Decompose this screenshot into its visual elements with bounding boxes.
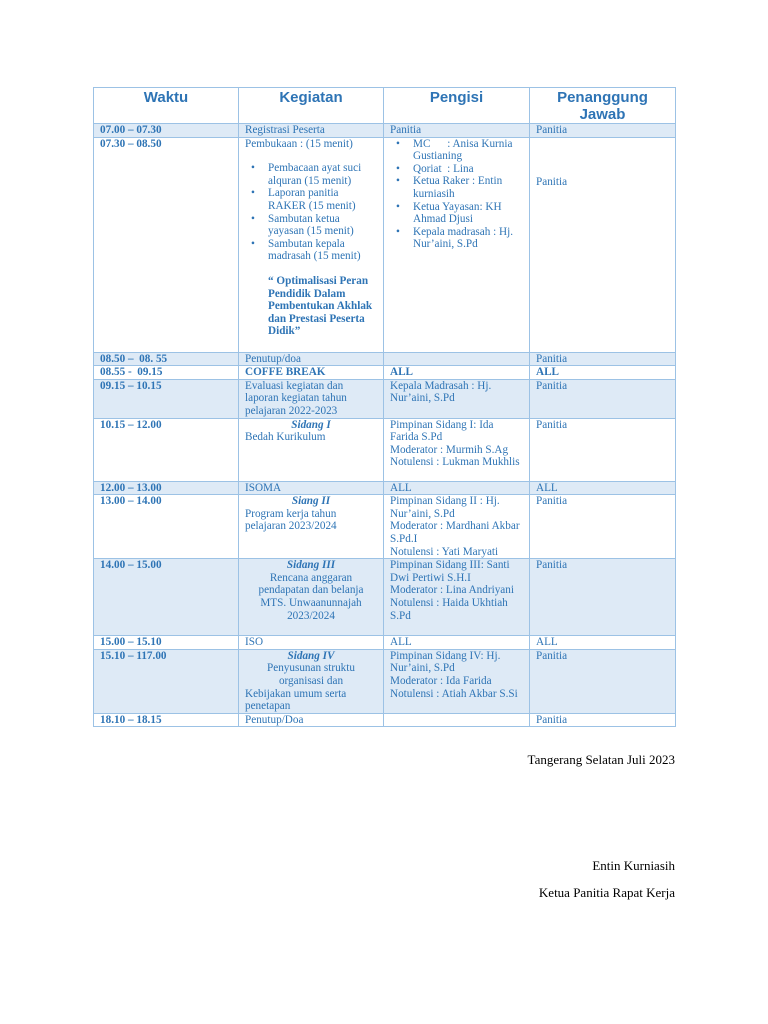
table-row	[94, 713, 676, 727]
row-pengisi	[384, 418, 530, 481]
header-kegiatan: Kegiatan	[239, 88, 384, 124]
list-item: • Qoriat : Lina	[413, 163, 523, 176]
session-chair: Pimpinan Sidang IV: Hj. Nur’aini, S.Pd	[390, 649, 501, 675]
session-notulensi: Notulensi : Atiah Akbar S.Si	[390, 687, 518, 700]
row-pj: Panitia	[530, 379, 676, 418]
session-topic: Penyusunan struktu organisasi dan	[267, 662, 355, 687]
session-moderator: Moderator : Mardhani Akbar S.Pd.I	[390, 520, 520, 545]
row-time: 12.00 – 13.00	[94, 481, 239, 495]
list-item: • MC : Anisa Kurnia Gustianing	[413, 138, 523, 163]
session-title: Sidang I	[291, 418, 331, 431]
row-kegiatan: Penutup/Doa	[239, 713, 384, 727]
row-pj: ALL	[530, 636, 676, 650]
row-pengisi: ALL	[384, 636, 530, 650]
row-time: 13.00 – 14.00	[94, 495, 239, 559]
list-item: • Ketua Raker : Entin kurniasih	[413, 175, 523, 200]
row-pengisi: ALL	[384, 366, 530, 380]
header-penanggung-jawab: Penanggung Jawab	[530, 88, 676, 124]
row-pj: Panitia	[530, 713, 676, 727]
table-header-row	[94, 88, 676, 124]
session-moderator: Moderator : Murmih S.Ag	[390, 443, 509, 456]
row-pj: ALL	[530, 366, 676, 380]
table-row	[94, 366, 676, 380]
session-chair: Pimpinan Sidang III: Santi Dwi Pertiwi S.H.I	[390, 559, 510, 584]
table-row	[94, 352, 676, 366]
row-pengisi: Panitia	[384, 124, 530, 138]
table-row	[94, 495, 676, 559]
row-time: 14.00 – 15.00	[94, 559, 239, 636]
session-topic-continued: Kebijakan umum serta penetapan	[245, 687, 347, 713]
row-pengisi	[384, 137, 530, 352]
session-topic: Rencana anggaran pendapatan dan belanja MTS. Unwaanunnajah 2023/2024	[258, 571, 364, 622]
row-pj: Panitia	[530, 559, 676, 636]
row-kegiatan: Evaluasi kegiatan dan laporan kegiatan tahun pelajaran 2022-2023	[239, 379, 384, 418]
event-theme: “ Optimalisasi Peran Pendidik Dalam Pembentukan Akhlak dan Prestasi Peserta Didik”	[268, 274, 373, 338]
row-time: 08.50 – 08. 55	[94, 352, 239, 366]
list-item: • Ketua Yayasan: KH Ahmad Djusi	[413, 201, 523, 226]
row-kegiatan	[239, 649, 384, 713]
list-item: • Laporan panitia RAKER (15 menit)	[268, 187, 377, 212]
row-time: 10.15 – 12.00	[94, 418, 239, 481]
row-time: 08.55 - 09.15	[94, 366, 239, 380]
session-notulensi: Notulensi : Haida Ukhtiah S.Pd	[390, 596, 508, 622]
row-kegiatan: ISOMA	[239, 481, 384, 495]
row-kegiatan	[239, 495, 384, 559]
session-title: Sidang III	[286, 559, 336, 572]
row-kegiatan: Registrasi Peserta	[239, 124, 384, 138]
session-chair: Pimpinan Sidang I: Ida Farida S.Pd	[390, 418, 494, 444]
row-kegiatan	[239, 418, 384, 481]
table-row	[94, 649, 676, 713]
table-row	[94, 559, 676, 636]
row-pj: Panitia	[530, 418, 676, 481]
row-pj	[530, 137, 676, 352]
row-pj: Panitia	[530, 124, 676, 138]
row-pengisi	[384, 713, 530, 727]
row-pj-text: Panitia	[536, 175, 568, 188]
session-chair: Pimpinan Sidang II : Hj. Nur’aini, S.Pd	[390, 495, 500, 520]
table-row	[94, 124, 676, 138]
row-pj: Panitia	[530, 352, 676, 366]
row-kegiatan: ISO	[239, 636, 384, 650]
row-kegiatan	[239, 137, 384, 352]
session-topic: Program kerja tahun pelajaran 2023/2024	[245, 507, 337, 533]
row-time: 15.10 – 117.00	[94, 649, 239, 713]
row-pj: Panitia	[530, 649, 676, 713]
row-time: 15.00 – 15.10	[94, 636, 239, 650]
signature-name: Entin Kurniasih	[592, 858, 675, 873]
row-time: 07.30 – 08.50	[94, 137, 239, 352]
session-notulensi: Notulensi : Lukman Mukhlis	[390, 456, 520, 469]
table-row	[94, 379, 676, 418]
session-moderator: Moderator : Lina Andriyani	[390, 584, 514, 597]
speaker-list	[390, 138, 523, 251]
session-title: Siang II	[291, 495, 331, 508]
list-item: • Pembacaan ayat suci alquran (15 menit)	[268, 162, 377, 187]
opening-intro: Pembukaan : (15 menit)	[245, 137, 353, 150]
row-kegiatan	[239, 559, 384, 636]
session-topic: Bedah Kurikulum	[245, 431, 326, 444]
session-notulensi: Notulensi : Yati Maryati	[390, 545, 499, 558]
row-time: 09.15 – 10.15	[94, 379, 239, 418]
row-time: 18.10 – 18.15	[94, 713, 239, 727]
schedule-table	[93, 87, 676, 727]
list-item: • Sambutan ketua yayasan (15 menit)	[268, 213, 377, 238]
table-row	[94, 137, 676, 352]
row-pj: ALL	[530, 481, 676, 495]
signature-role: Ketua Panitia Rapat Kerja	[538, 885, 675, 900]
table-row	[94, 481, 676, 495]
row-kegiatan: COFFE BREAK	[239, 366, 384, 380]
row-pengisi: Kepala Madrasah : Hj. Nur’aini, S.Pd	[384, 379, 530, 418]
header-waktu: Waktu	[94, 88, 239, 124]
row-pengisi	[384, 559, 530, 636]
row-kegiatan: Penutup/doa	[239, 352, 384, 366]
session-title: Sidang IV	[287, 649, 335, 662]
table-row	[94, 636, 676, 650]
header-pengisi: Pengisi	[384, 88, 530, 124]
row-time: 07.00 – 07.30	[94, 124, 239, 138]
table-row	[94, 418, 676, 481]
row-pengisi	[384, 649, 530, 713]
row-pengisi	[384, 495, 530, 559]
row-pj: Panitia	[530, 495, 676, 559]
list-item: • Kepala madrasah : Hj. Nur’aini, S.Pd	[413, 226, 523, 251]
list-item: • Sambutan kepala madrasah (15 menit)	[268, 238, 377, 263]
row-pengisi: ALL	[384, 481, 530, 495]
signature-place-date: Tangerang Selatan Juli 2023	[527, 752, 675, 767]
session-moderator: Moderator : Ida Farida	[390, 674, 492, 687]
row-pengisi	[384, 352, 530, 366]
opening-agenda-list	[245, 162, 377, 263]
